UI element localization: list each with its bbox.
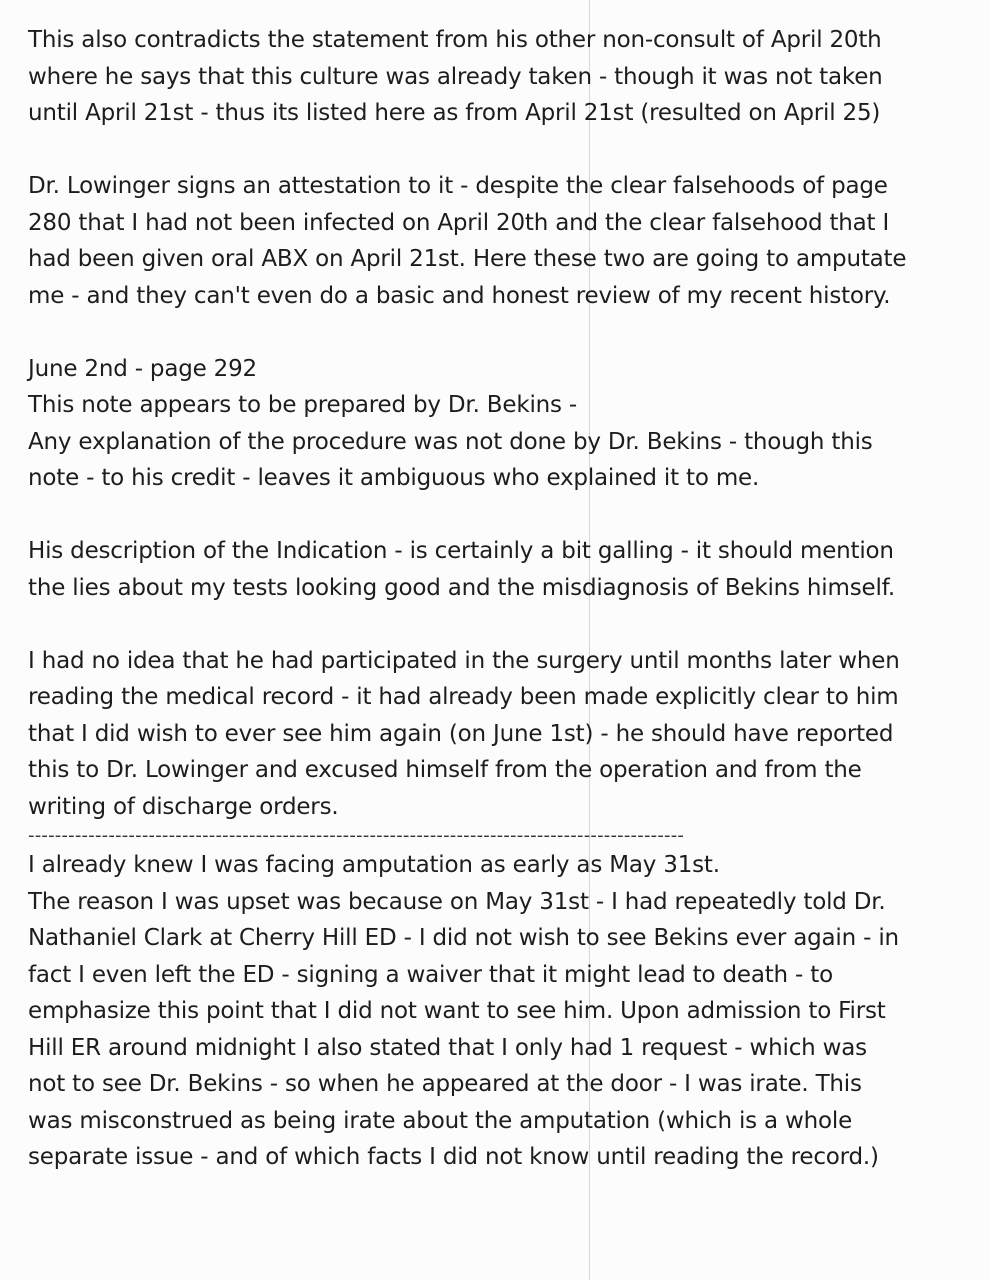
text-line: His description of the Indication - is certainly a bit galling - it should mention xyxy=(28,538,894,564)
text-line: until April 21st - thus its listed here as from April 21st (resulted on April 25) xyxy=(28,100,881,126)
document-body xyxy=(28,22,978,1176)
text-line: was misconstrued as being irate about the amputation (which is a whole xyxy=(28,1107,853,1134)
text-line: had been given oral ABX on April 21st. Here these two are going to amputate xyxy=(28,246,907,272)
paragraph-gap xyxy=(28,314,978,351)
paragraph-gap xyxy=(28,606,978,643)
dashed-separator: -------------------------------------------------------------------------------------------------- xyxy=(28,825,685,846)
text-line: This note appears to be prepared by Dr. Bekins - xyxy=(28,392,578,418)
text-line: this to Dr. Lowinger and excused himself from the operation and from the xyxy=(28,757,862,783)
text-line: Hill ER around midnight I also stated that I only had 1 request - which was xyxy=(28,1034,867,1061)
paragraph-lowinger-attestation xyxy=(28,168,978,314)
text-line: Nathaniel Clark at Cherry Hill ED - I did not wish to see Bekins ever again - in xyxy=(28,925,899,951)
text-line: This also contradicts the statement from his other non-consult of April 20th xyxy=(28,27,882,53)
text-line: where he says that this culture was already taken - though it was not taken xyxy=(28,63,883,90)
paragraph-indication xyxy=(28,533,978,606)
text-line: that I did wish to ever see him again (on June 1st) - he should have reported xyxy=(28,720,894,747)
text-line: separate issue - and of which facts I did not know until reading the record.) xyxy=(28,1144,879,1170)
text-line: the lies about my tests looking good and the misdiagnosis of Bekins himself. xyxy=(28,574,895,601)
text-line: writing of discharge orders. xyxy=(28,793,339,820)
paragraph-april-culture xyxy=(28,22,978,132)
text-line: not to see Dr. Bekins - so when he appeared at the door - I was irate. This xyxy=(28,1071,862,1097)
text-line: June 2nd - page 292 xyxy=(28,355,257,382)
text-line: The reason I was upset was because on May 31st - I had repeatedly told Dr. xyxy=(28,888,886,915)
paragraph-surgery-participation xyxy=(28,643,978,826)
text-line: Dr. Lowinger signs an attestation to it - despite the clear falsehoods of page xyxy=(28,173,888,199)
paragraph-gap xyxy=(28,132,978,169)
paragraph-june-2nd-note xyxy=(28,351,978,497)
paragraph-gap xyxy=(28,497,978,534)
text-line: emphasize this point that I did not want to see him. Upon admission to First xyxy=(28,998,886,1024)
text-line: I had no idea that he had participated in the surgery until months later when xyxy=(28,647,900,674)
paragraph-may-31st xyxy=(28,847,978,1176)
text-line: me - and they can't even do a basic and honest review of my recent history. xyxy=(28,282,891,309)
text-line: Any explanation of the procedure was not done by Dr. Bekins - though this xyxy=(28,428,873,455)
text-line: 280 that I had not been infected on April 20th and the clear falsehood that I xyxy=(28,209,890,236)
text-line: note - to his credit - leaves it ambiguous who explained it to me. xyxy=(28,465,760,491)
text-line: reading the medical record - it had already been made explicitly clear to him xyxy=(28,684,899,710)
text-line: I already knew I was facing amputation as early as May 31st. xyxy=(28,852,720,878)
text-line: fact I even left the ED - signing a waiver that it might lead to death - to xyxy=(28,961,833,988)
